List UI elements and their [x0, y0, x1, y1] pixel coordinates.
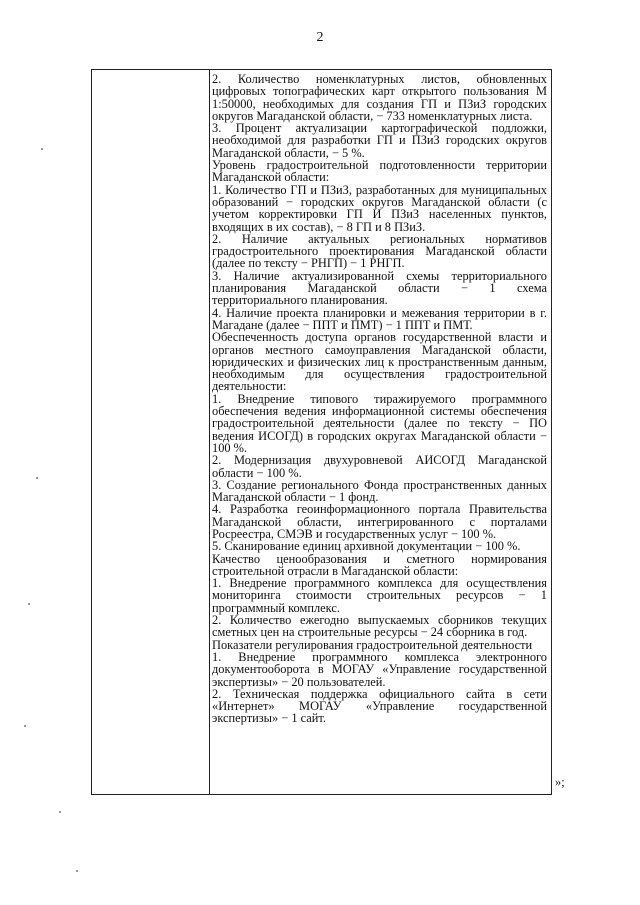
paragraph: 3. Создание регионального Фонда пространственных данных Магаданской области − 1 фонд. — [212, 477, 547, 505]
paragraph: 2. Модернизация двухуровневой АИСОГД Магаданской области − 100 %. — [212, 453, 547, 480]
paragraph: 2. Количество номенклатурных листов, обновленных цифровых топографических карт открытого пользования М 1:50000, необходимых для создания ГП и ПЗиЗ городских округов Магаданской области, − 733 номенклатурных листа. — [212, 72, 547, 123]
paragraph: 1. Внедрение программного комплекса для осуществления мониторинга стоимости строительных ресурсов − 1 программный комплекс. — [212, 576, 547, 615]
paragraph: 5. Сканирование единиц архивной документации − 100 %. — [212, 539, 521, 554]
table-content-cell — [212, 73, 547, 725]
paragraph: 1. Внедрение типового тиражируемого программного обеспечения ведения информационной системы обеспечения градостроительной деятельности (далее по тексту − ПО ведения ИСОГД) в городских округах Магаданской области − 100 %. — [212, 391, 547, 455]
paragraph: 2. Техническая поддержка официального сайта в сети «Интернет» МОГАУ «Управление государственной экспертизы» − 1 сайт. — [212, 686, 547, 726]
paragraph: 1. Количество ГП и ПЗиЗ, разработанных для муниципальных образований − городских округов Магаданской области (с учетом корректировки ГП И ПЗиЗ населенных пунктов, входящих в их состав), − 8 ГП и 8 ПЗиЗ. — [212, 182, 547, 234]
paragraph: 3. Процент актуализации картографической подложки, необходимой для разработки ГП и ПЗиЗ городских округов Магаданской области, − 5 %. — [212, 121, 547, 160]
page-number: 2 — [316, 30, 324, 45]
paragraph: 1. Внедрение программного комплекса электронного документооборота в МОГАУ «Управление государственной экспертизы» − 20 пользователей. — [212, 649, 547, 689]
paragraph: 2. Количество ежегодно выпускаемых сборников текущих сметных цен на строительные ресурсы − 24 сборника в год. — [212, 613, 547, 640]
paragraph: 4. Наличие проекта планировки и межевания территории в г. Магадане (далее − ППТ и ПМТ) − 1 ППТ и ПМТ. — [212, 305, 547, 332]
document-table — [91, 69, 552, 795]
scan-speck — [41, 148, 43, 150]
paragraph: 3. Наличие актуализированной схемы территориального планирования Магаданской области − 1 схема территориального планирования. — [212, 268, 547, 308]
scan-speck — [76, 870, 78, 872]
paragraph: 4. Разработка геоинформационного портала Правительства Магаданской области, интегрированного с порталами Росреестра, СМЭВ и государственных услуг − 100 %. — [212, 502, 547, 541]
scan-speck — [24, 725, 26, 727]
paragraph: Качество ценообразования и сметного нормирования строительной отрасли в Магаданской области: — [212, 551, 547, 578]
column-divider — [209, 70, 210, 794]
scan-speck — [28, 603, 30, 605]
paragraph: Обеспеченность доступа органов государственной власти и органов местного самоуправления Магаданской области, юридических и физических лиц к пространственным данным, необходимым для осуществления градостроительной деятельности: — [212, 330, 547, 394]
paragraph: Показатели регулирования градостроительной деятельности — [212, 637, 533, 652]
scan-speck — [36, 477, 38, 479]
closing-quote-mark: »; — [555, 775, 565, 789]
paragraph: 2. Наличие актуальных региональных нормативов градостроительного проектирования Магаданской области (далее по тексту − РНГП) − 1 РНГП. — [212, 231, 547, 271]
scan-speck — [59, 811, 61, 813]
paragraph: Уровень градостроительной подготовленности территории Магаданской области: — [212, 158, 547, 185]
